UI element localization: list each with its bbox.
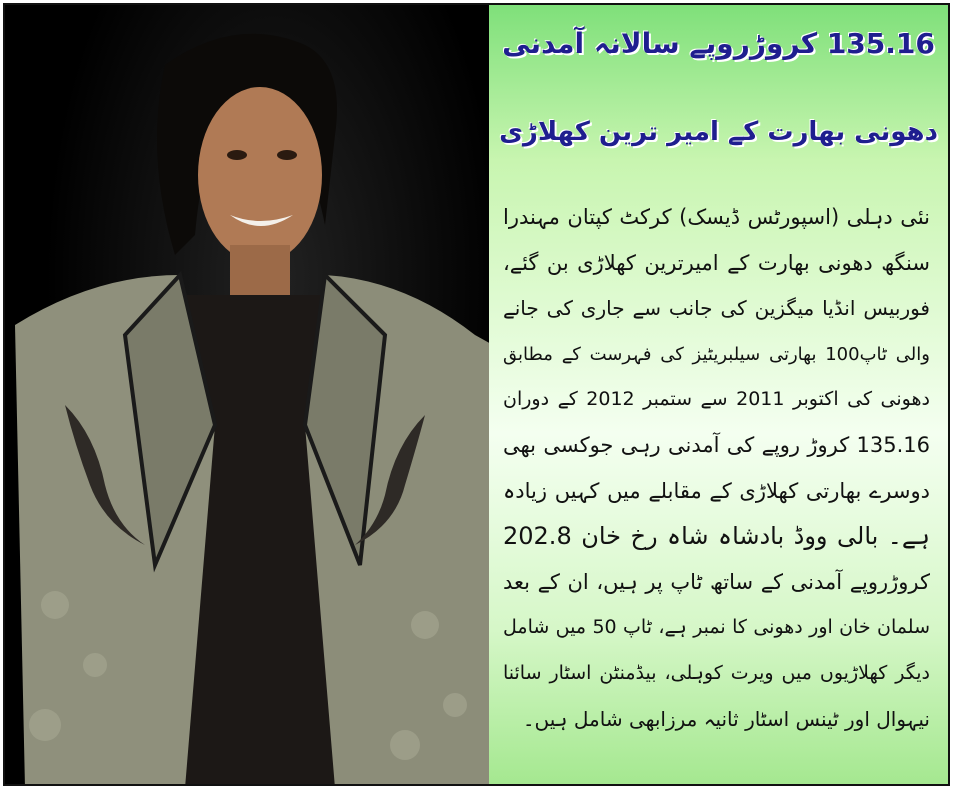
headline-richest-player: دھونی بھارت کے امیر ترین کھلاڑی <box>499 117 938 147</box>
article-line: سلمان خان اور دھونی کا نمبر ہے، ٹاپ 50 میں شامل <box>503 616 930 639</box>
article-line: نئی دہلی (اسپورٹس ڈیسک) کرکٹ کپتان مہندرا <box>503 205 930 229</box>
article-body <box>503 195 930 742</box>
article-line: کروڑروپے آمدنی کے ساتھ ٹاپ پر ہیں، ان کے بعد <box>503 569 930 594</box>
article-line: ہے۔ بالی ووڈ بادشاہ شاہ رخ خان 202.8 <box>503 522 930 551</box>
article-line: فوربیس انڈیا میگزین کی جانب سے جاری کی جانے <box>503 296 930 321</box>
article-line: 135.16 کروڑ روپے کی آمدنی رہی جوکسی بھی <box>503 432 930 457</box>
player-photo <box>5 5 493 784</box>
article-line: والی ٹاپ100 بھارتی سیلبریٹیز کی فہرست کے مطابق <box>503 343 930 365</box>
article-panel <box>489 5 948 784</box>
player-portrait-illustration <box>5 5 493 786</box>
article-line: دیگر کھلاڑیوں میں ویرت کوہلی، بیڈمنٹن اسٹار سائنا <box>503 661 930 684</box>
article-line: دوسرے بھارتی کھلاڑی کے مقابلے میں کہیں زیادہ <box>503 478 930 503</box>
article-line: نیہوال اور ٹینس اسٹار ثانیہ مرزابھی شامل ہیں۔ <box>522 706 930 731</box>
article-line: سنگھ دھونی بھارت کے امیرترین کھلاڑی بن گئے، <box>503 250 930 275</box>
article-line: دھونی کی اکتوبر 2011 سے ستمبر 2012 کے دوران <box>503 388 930 411</box>
news-clipping <box>3 3 950 786</box>
headline-earnings: 135.16 کروڑروپے سالانہ آمدنی <box>502 27 935 60</box>
